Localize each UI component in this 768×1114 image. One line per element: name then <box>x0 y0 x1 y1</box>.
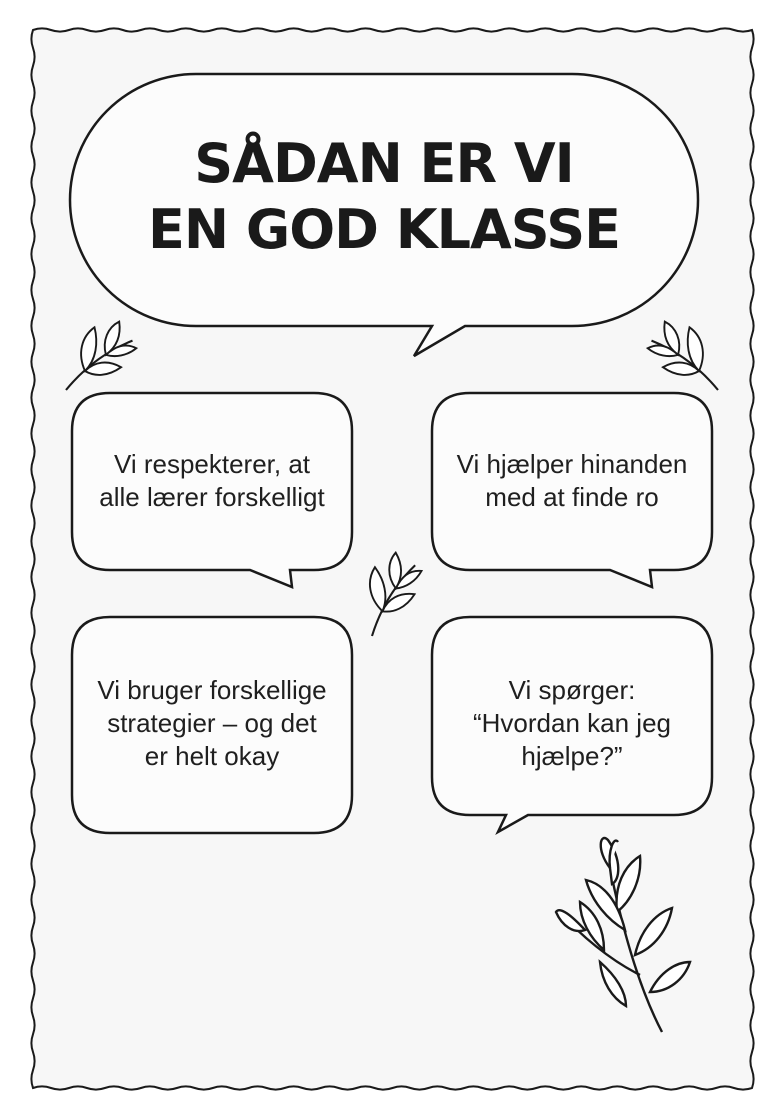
bubble-text-line: alle lærer forskelligt <box>99 482 325 512</box>
bubble-text-line: Vi hjælper hinanden <box>456 449 688 479</box>
speech-bubble-question <box>438 674 706 773</box>
bubble-text-line: strategier – og det <box>107 708 317 738</box>
page-title-line-2: EN GOD KLASSE <box>147 198 621 261</box>
bubble-text-line: Vi spørger: <box>508 675 636 705</box>
bubble-text-line: med at finde ro <box>485 482 659 512</box>
bubble-text-line: hjælpe?” <box>521 741 623 771</box>
speech-bubble-strategies <box>78 674 346 773</box>
bubble-text-line: Vi respekterer, at <box>113 449 311 479</box>
page-title-line-1: SÅDAN ER VI <box>194 132 574 195</box>
bubble-text-line: Vi bruger forskellige <box>97 675 327 705</box>
speech-bubble-help <box>438 448 706 514</box>
speech-bubble-respect <box>78 448 346 514</box>
bubble-text-line: “Hvordan kan jeg <box>473 708 671 738</box>
bubble-text-line: er helt okay <box>144 741 280 771</box>
